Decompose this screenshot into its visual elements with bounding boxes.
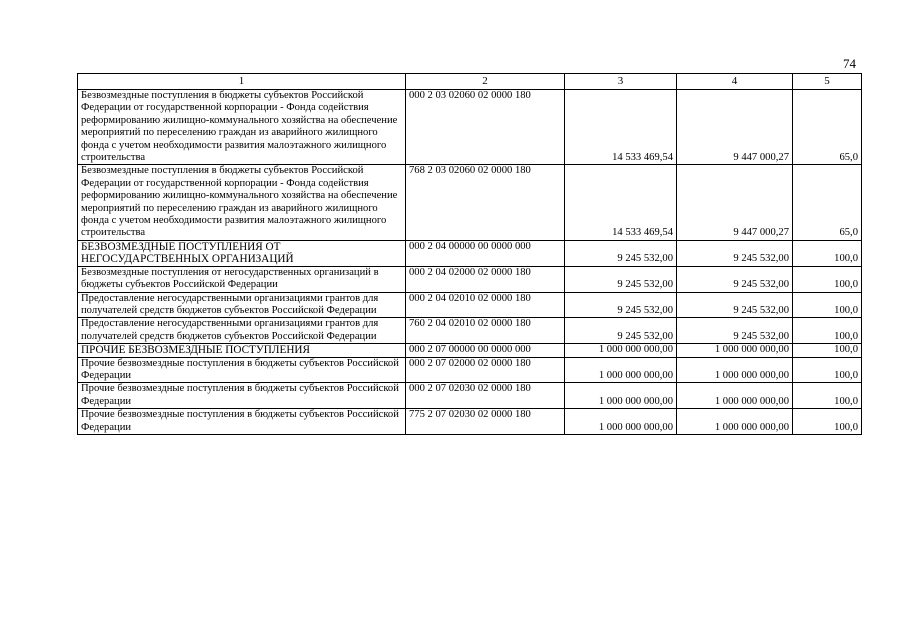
table-row	[78, 409, 862, 435]
row-value-3: 9 245 532,00	[565, 292, 677, 318]
table-row	[78, 357, 862, 383]
row-value-5: 100,0	[793, 292, 862, 318]
table-row	[78, 344, 862, 357]
row-code: 000 2 07 02000 02 0000 180	[406, 357, 565, 383]
row-value-4: 9 447 000,27	[677, 90, 793, 165]
row-value-5: 100,0	[793, 344, 862, 357]
row-value-3: 9 245 532,00	[565, 318, 677, 344]
column-header-5: 5	[793, 74, 862, 90]
row-code: 775 2 07 02030 02 0000 180	[406, 409, 565, 435]
row-name: Предоставление негосударственными организациями грантов для получателей средств бюджетов субъектов Российской Федерации	[78, 292, 406, 318]
row-value-3: 9 245 532,00	[565, 240, 677, 266]
row-value-5: 100,0	[793, 409, 862, 435]
row-value-3: 1 000 000 000,00	[565, 344, 677, 357]
budget-table	[77, 73, 862, 435]
row-value-5: 100,0	[793, 383, 862, 409]
row-value-5: 100,0	[793, 240, 862, 266]
row-code: 000 2 04 02010 02 0000 180	[406, 292, 565, 318]
row-name: Предоставление негосударственными организациями грантов для получателей средств бюджетов субъектов Российской Федерации	[78, 318, 406, 344]
row-name: БЕЗВОЗМЕЗДНЫЕ ПОСТУПЛЕНИЯ ОТ НЕГОСУДАРСТВЕННЫХ ОРГАНИЗАЦИЙ	[78, 240, 406, 266]
column-header-1: 1	[78, 74, 406, 90]
row-name: ПРОЧИЕ БЕЗВОЗМЕЗДНЫЕ ПОСТУПЛЕНИЯ	[78, 344, 406, 357]
row-value-5: 100,0	[793, 357, 862, 383]
row-value-3: 1 000 000 000,00	[565, 383, 677, 409]
row-value-4: 9 245 532,00	[677, 240, 793, 266]
row-value-4: 1 000 000 000,00	[677, 409, 793, 435]
row-value-4: 9 245 532,00	[677, 318, 793, 344]
table-row	[78, 240, 862, 266]
row-value-5: 100,0	[793, 266, 862, 292]
row-code: 000 2 03 02060 02 0000 180	[406, 90, 565, 165]
table-row	[78, 266, 862, 292]
row-name: Прочие безвозмездные поступления в бюджеты субъектов Российской Федерации	[78, 357, 406, 383]
row-value-3: 9 245 532,00	[565, 266, 677, 292]
row-name: Безвозмездные поступления в бюджеты субъектов Российской Федерации от государственной корпорации - Фонда содействия реформированию жилищно-коммунального хозяйства на обеспечение мероприятий по переселению граждан из аварийного жилищного фонда с учетом необходимости развития малоэтажного жилищного строительства	[78, 90, 406, 165]
row-name: Прочие безвозмездные поступления в бюджеты субъектов Российской Федерации	[78, 409, 406, 435]
row-value-3: 1 000 000 000,00	[565, 409, 677, 435]
table-row	[78, 90, 862, 165]
page-number: 74	[843, 56, 856, 71]
row-code: 760 2 04 02010 02 0000 180	[406, 318, 565, 344]
column-header-4: 4	[677, 74, 793, 90]
row-code: 000 2 07 00000 00 0000 000	[406, 344, 565, 357]
row-code: 768 2 03 02060 02 0000 180	[406, 165, 565, 240]
row-value-3: 14 533 469,54	[565, 165, 677, 240]
row-code: 000 2 04 00000 00 0000 000	[406, 240, 565, 266]
row-name: Безвозмездные поступления от негосударственных организаций в бюджеты субъектов Российской Федерации	[78, 266, 406, 292]
row-value-4: 9 245 532,00	[677, 292, 793, 318]
table-row	[78, 165, 862, 240]
row-name: Безвозмездные поступления в бюджеты субъектов Российской Федерации от государственной корпорации - Фонда содействия реформированию жилищно-коммунального хозяйства на обеспечение мероприятий по переселению граждан из аварийного жилищного фонда с учетом необходимости развития малоэтажного жилищного строительства	[78, 165, 406, 240]
row-value-5: 65,0	[793, 90, 862, 165]
column-header-2: 2	[406, 74, 565, 90]
table-row	[78, 318, 862, 344]
row-value-4: 9 447 000,27	[677, 165, 793, 240]
row-value-5: 65,0	[793, 165, 862, 240]
column-header-row	[78, 74, 862, 90]
row-value-4: 1 000 000 000,00	[677, 383, 793, 409]
row-value-5: 100,0	[793, 318, 862, 344]
row-value-4: 1 000 000 000,00	[677, 344, 793, 357]
row-value-4: 9 245 532,00	[677, 266, 793, 292]
row-code: 000 2 04 02000 02 0000 180	[406, 266, 565, 292]
row-name: Прочие безвозмездные поступления в бюджеты субъектов Российской Федерации	[78, 383, 406, 409]
row-value-3: 14 533 469,54	[565, 90, 677, 165]
column-header-3: 3	[565, 74, 677, 90]
row-value-3: 1 000 000 000,00	[565, 357, 677, 383]
table-row	[78, 292, 862, 318]
row-code: 000 2 07 02030 02 0000 180	[406, 383, 565, 409]
row-value-4: 1 000 000 000,00	[677, 357, 793, 383]
table-row	[78, 383, 862, 409]
